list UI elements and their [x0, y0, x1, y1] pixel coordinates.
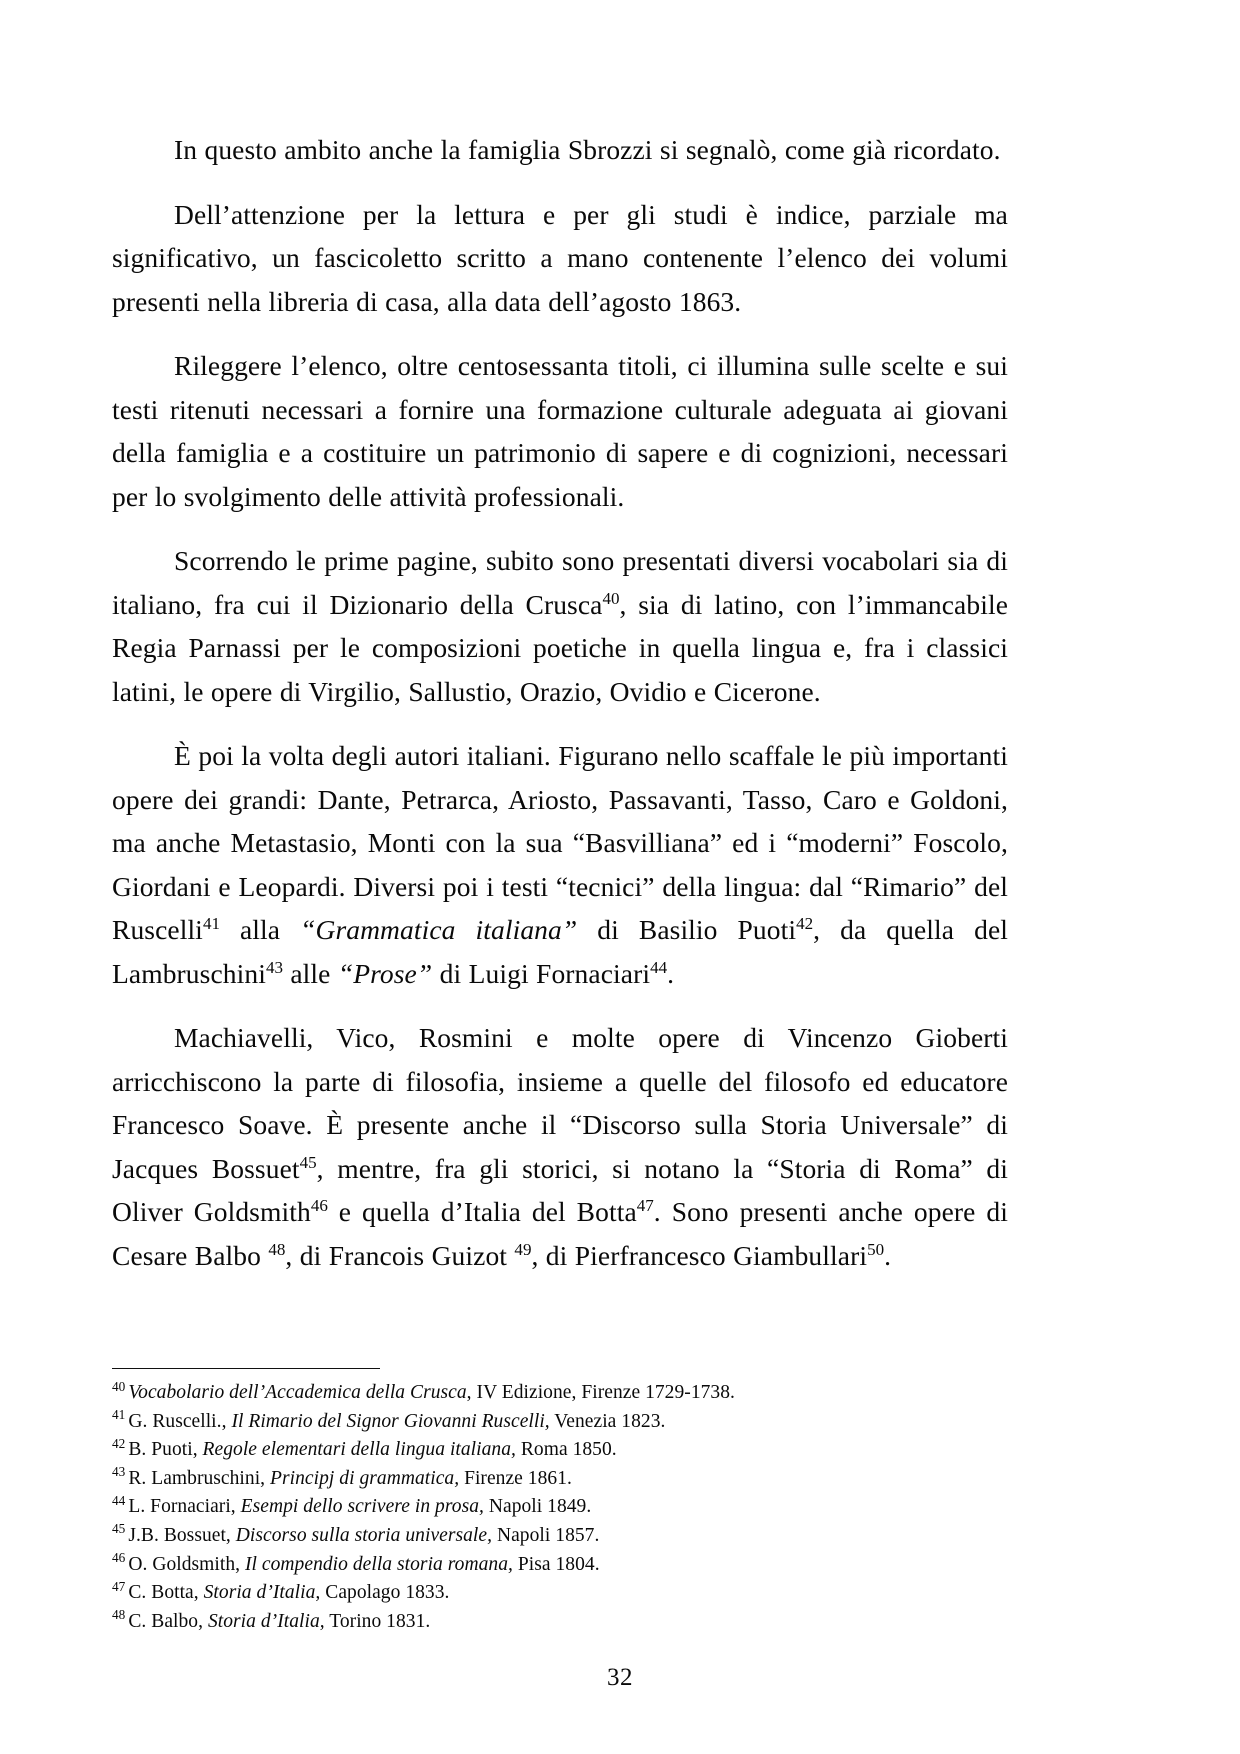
italic-title: Storia d’Italia,	[203, 1582, 321, 1604]
paragraph-5: È poi la volta degli autori italiani. Figurano nello scaffale le più importanti opere dei grandi: Dante, Petrarca, Ariosto, Passavanti, Tasso, Caro e Goldoni, ma anche Metastasio, Monti con la sua “Basvilliana” ed i “moderni” Foscolo, Giordani e Leopardi. Diversi poi i testi “tecnici” della lingua: dal “Rimario” del Ruscelli$^{41}$ alla “Grammatica italiana” di Basilio Puoti$^{42}$, da quella del Lambruschini$^{43}$ alle “Prose” di Luigi Fornaciari$^{44}$.	[112, 740, 1008, 989]
footnote-reference[interactable]: 46	[310, 1195, 328, 1215]
page-number: 32	[607, 1664, 633, 1691]
footnote-list	[112, 1379, 1008, 1636]
italic-title: “Prose”	[337, 957, 433, 989]
footnote-marker: 48	[112, 1607, 126, 1623]
italic-title: Il Rimario del Signor Giovanni Ruscelli,	[231, 1410, 550, 1432]
footnote-item: $^{42}$ B. Puoti, Regole elementari della lingua italiana, Roma 1850.	[112, 1435, 617, 1461]
footnote-reference[interactable]: 43	[265, 957, 283, 977]
footnote-reference[interactable]: 42	[796, 913, 814, 933]
italic-title: Vocabolario dell’Accademica della Crusca	[128, 1382, 467, 1403]
italic-title: Il compendio della storia romana,	[244, 1553, 513, 1575]
paragraph-6: Machiavelli, Vico, Rosmini e molte opere di Vincenzo Gioberti arricchiscono la parte di filosofia, insieme a quelle del filosofo ed educatore Francesco Soave. È presente anche il “Discorso sulla Storia Universale” di Jacques Bossuet$^{45}$, mentre, fra gli storici, si notano la “Storia di Roma” di Oliver Goldsmith$^{46}$ e quella d’Italia del Botta$^{47}$. Sono presenti anche opere di Cesare Balbo $^{48}$, di Francois Guizot $^{49}$, di Pierfrancesco Giambullari$^{50}$.	[112, 1022, 1008, 1271]
footnote-item: $^{44}$ L. Fornaciari, Esempi dello scrivere in prosa, Napoli 1849.	[112, 1492, 592, 1518]
footnote-marker: 44	[112, 1492, 126, 1508]
footnote-reference[interactable]: 49	[514, 1239, 532, 1259]
footnote-block	[112, 1368, 1008, 1636]
footnote-item: $^{41}$ G. Ruscelli., Il Rimario del Signor Giovanni Ruscelli, Venezia 1823.	[112, 1407, 666, 1432]
footnote-item: $^{40}$ Vocabolario dell’Accademica della Crusca, IV Edizione, Firenze 1729-1738.	[112, 1378, 735, 1403]
footnote-marker: 46	[112, 1550, 126, 1566]
footnote-item: $^{47}$ C. Botta, Storia d’Italia, Capolago 1833.	[112, 1578, 450, 1604]
paragraph-3: Rileggere l’elenco, oltre centosessanta titoli, ci illumina sulle scelte e sui testi ritenuti necessari a fornire una formazione culturale adeguata ai giovani della famiglia e a costituire un patrimonio di sapere e di cognizioni, necessari per lo svolgimento delle attività professionali.	[112, 350, 1008, 512]
footnote-item: $^{43}$ R. Lambruschini, Principj di grammatica, Firenze 1861.	[112, 1464, 572, 1489]
footnote-reference[interactable]: 44	[650, 957, 668, 977]
footnote-marker: 41	[112, 1407, 126, 1423]
footnote-reference[interactable]: 50	[867, 1239, 885, 1259]
footnote-reference[interactable]: 41	[202, 913, 220, 933]
footnote-marker: 40	[112, 1378, 126, 1394]
footnote-reference[interactable]: 48	[268, 1239, 286, 1259]
italic-title: “Grammatica italiana”	[300, 914, 578, 945]
footnote-separator-rule	[112, 1368, 380, 1369]
footnote-marker: 42	[112, 1435, 126, 1451]
footnote-marker: 47	[112, 1578, 126, 1594]
footnote-marker: 43	[112, 1464, 126, 1480]
italic-title: Discorso sulla storia universale,	[235, 1524, 493, 1546]
footnote-reference[interactable]: 47	[636, 1195, 654, 1215]
italic-title: Storia d’Italia,	[207, 1610, 325, 1632]
footnote-reference[interactable]: 45	[299, 1152, 317, 1172]
italic-title: Regole elementari della lingua italiana,	[202, 1439, 516, 1461]
paragraph-2: Dell’attenzione per la lettura e per gli studi è indice, parziale ma significativo, un fascicoletto scritto a mano contenente l’elenco dei volumi presenti nella libreria di casa, alla data dell’agosto 1863.	[112, 198, 1008, 317]
footnote-marker: 45	[112, 1521, 126, 1537]
footnote-reference[interactable]: 40	[602, 588, 620, 608]
body-text-column	[112, 128, 1008, 1277]
footnote-item: $^{45}$ J.B. Bossuet, Discorso sulla storia universale, Napoli 1857.	[112, 1521, 600, 1546]
paragraph-4: Scorrendo le prime pagine, subito sono presentati diversi vocabolari sia di italiano, fra cui il Dizionario della Crusca$^{40}$, sia di latino, con l’immancabile Regia Parnassi per le composizioni poetiche in quella lingua e, fra i classici latini, le opere di Virgilio, Sallustio, Orazio, Ovidio e Cicerone.	[112, 545, 1009, 707]
footnote-item: $^{48}$ C. Balbo, Storia d’Italia, Torino 1831.	[112, 1607, 431, 1632]
footnote-item: $^{46}$ O. Goldsmith, Il compendio della storia romana, Pisa 1804.	[112, 1550, 600, 1575]
paragraph-1: In questo ambito anche la famiglia Sbrozzi si segnalò, come già ricordato.	[174, 134, 1001, 165]
italic-title: Principj di grammatica,	[270, 1467, 460, 1489]
italic-title: Esempi dello scrivere in prosa,	[240, 1496, 484, 1518]
